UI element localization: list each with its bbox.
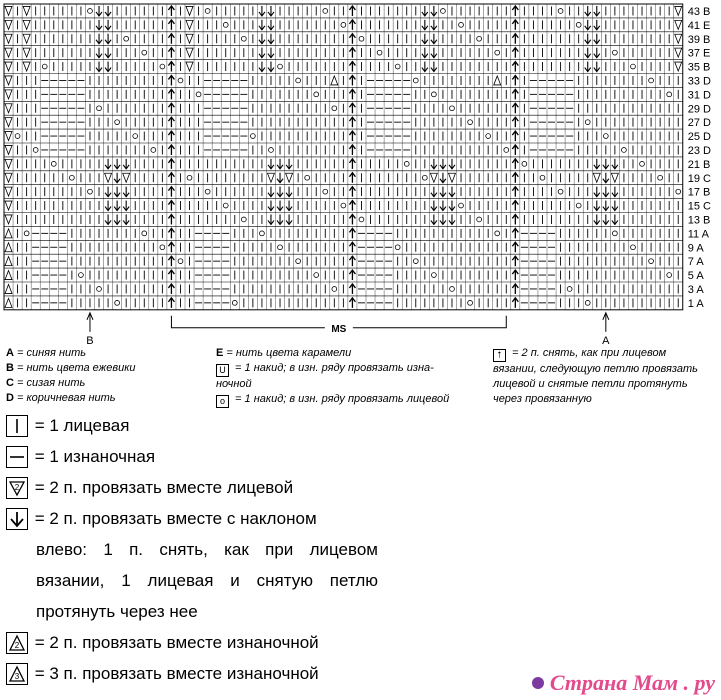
svg-text:3: 3 (14, 672, 20, 681)
row-label: 37 E (687, 47, 711, 60)
watermark-logo: Страна Мам . ру (532, 670, 715, 696)
purl-stitch-icon (6, 446, 28, 468)
row-label: 33 D (687, 75, 711, 88)
legend-p2tog: 2 = 2 п. провязать вместе изнаночной (6, 629, 386, 660)
row-label: 41 E (687, 19, 711, 32)
row-label: 9 A (687, 242, 704, 255)
row-label: 5 A (687, 270, 704, 283)
legend-double-dec-line4: через провязанную (493, 393, 592, 405)
row-label: 39 B (687, 33, 711, 46)
chart-grid (4, 4, 683, 310)
yarn-over-u-icon: U (216, 364, 229, 377)
legend-p3tog: 3 = 3 п. провязать вместе изнаночной (6, 660, 386, 691)
legend-color-a: A = синяя нить (6, 347, 87, 359)
marker-b-label: B (86, 334, 94, 345)
svg-text:2: 2 (14, 641, 20, 650)
legend-double-dec-line2: вязании, следующую петлю провязать (493, 363, 698, 375)
legend-yo-purl: U = 1 накид; в изн. ряду провязать изна- (216, 361, 486, 377)
legend-ssk: = 2 п. провязать вместе с наклоном (6, 505, 386, 536)
legend-yo-purl-cont: ночной (216, 378, 252, 390)
row-label: 7 A (687, 256, 704, 269)
legend-knit: = 1 лицевая (6, 412, 386, 443)
row-label: 23 D (687, 144, 711, 157)
stitch-symbol-legend (6, 412, 386, 691)
legend-ssk-line2: влево: 1 п. снять, как при лицевом (36, 540, 378, 559)
yarn-color-legend (6, 346, 206, 406)
row-label: 29 D (687, 103, 711, 116)
legend-k2tog: 2 = 2 п. провязать вместе лицевой (6, 474, 386, 505)
row-label: 3 A (687, 283, 704, 296)
purl-two-together-icon (6, 632, 28, 654)
knit-stitch-icon (6, 415, 28, 437)
row-label: 11 A (687, 228, 709, 241)
double-decrease-arrow-icon: ⭡ (493, 349, 506, 362)
legend-right (493, 346, 718, 407)
row-label: 15 C (687, 200, 711, 213)
legend-color-b: B = нить цвета ежевики (6, 362, 136, 374)
row-label: 35 B (687, 61, 711, 74)
repeat-markers (86, 313, 610, 345)
knitting-chart (0, 0, 721, 345)
row-label: 17 B (687, 186, 711, 199)
legend-ssk-line3: вязании, 1 лицевая и снятую петлю (36, 571, 378, 590)
logo-dot-icon (532, 677, 544, 689)
yarn-over-o-icon: o (216, 395, 229, 408)
legend-color-e: E = нить цвета карамели (216, 347, 352, 359)
legend-purl: = 1 изнаночная (6, 443, 386, 474)
row-label: 13 B (687, 214, 711, 227)
ssk-arrow-down-icon (6, 508, 28, 530)
row-label: 43 B (687, 5, 711, 18)
repeat-ms-label: MS (331, 323, 347, 335)
knit-two-together-icon (6, 477, 28, 499)
row-label: 31 D (687, 89, 711, 102)
legend-yo-knit: o = 1 накид; в изн. ряду провязать лицевой (216, 392, 486, 408)
legend-color-d: D = коричневая нить (6, 392, 116, 404)
legend-double-dec-line3: лицевой и снятые петли протянуть (493, 378, 688, 390)
marker-a-label: A (602, 334, 610, 345)
row-label: 1 A (687, 297, 704, 310)
row-label: 25 D (687, 131, 711, 144)
purl-three-together-icon (6, 663, 28, 685)
row-label: 21 B (687, 158, 711, 171)
legend-double-dec: ⭡ = 2 п. снять, как при лицевом (493, 346, 718, 362)
row-label: 19 C (687, 172, 711, 185)
svg-text:2: 2 (14, 483, 20, 492)
legend-color-c: C = сизая нить (6, 377, 86, 389)
legend-ssk-line4: протянуть через нее (36, 602, 198, 621)
row-labels (688, 6, 711, 310)
row-label: 27 D (687, 117, 711, 130)
legend-middle (216, 346, 486, 408)
